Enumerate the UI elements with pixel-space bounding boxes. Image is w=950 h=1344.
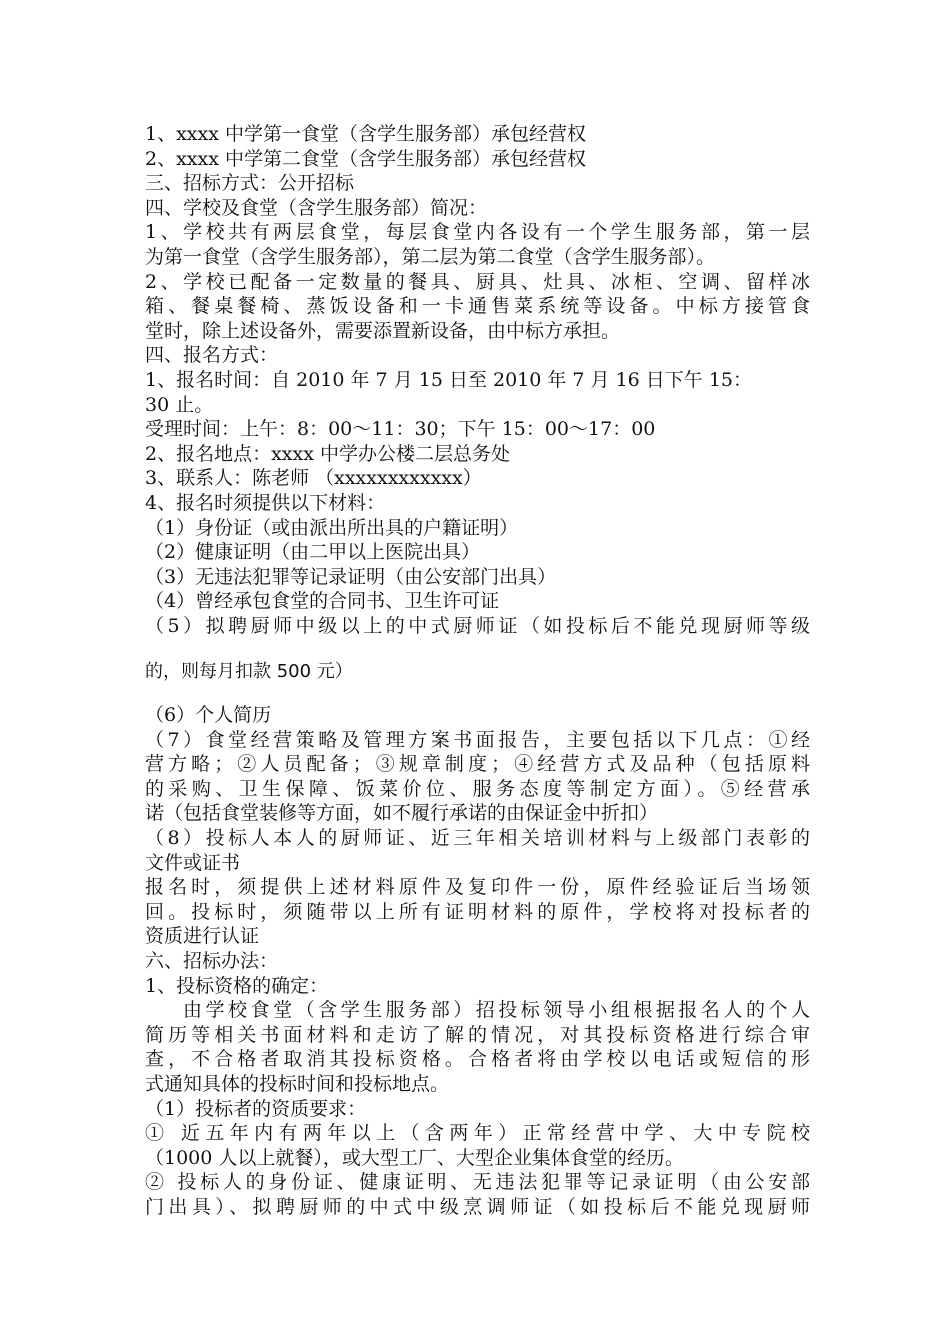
list-item: （6）个人简历 xyxy=(145,704,272,727)
text-line: 1、学校共有两层食堂，每层食堂内各设有一个学生服务部，第一层 xyxy=(145,221,810,244)
document-body xyxy=(145,122,810,1220)
text-line: 2、xxxx 中学第二食堂（含学生服务部）承包经营权 xyxy=(145,147,586,170)
text-line: 的采购、卫生保障、饭菜价位、服务态度等制定方面）。⑤经营承 xyxy=(145,777,810,800)
text-line: 2、学校已配备一定数量的餐具、厨具、灶具、冰柜、空调、留样冰 xyxy=(145,270,810,293)
text-line: 资质进行认证 xyxy=(145,925,260,948)
list-item: （8）投标人本人的厨师证、近三年相关培训材料与上级部门表彰的 xyxy=(145,827,810,850)
text-line: 式通知具体的投标时间和投标地点。 xyxy=(145,1072,450,1095)
text-line: 2、报名地点：xxxx 中学办公楼二层总务处 xyxy=(145,442,510,465)
text-line: 门出具）、拟聘厨师的中式中级烹调师证（如投标后不能兑现厨师 xyxy=(145,1195,810,1218)
text-line: 受理时间：上午：8：00～11：30；下午 15：00～17：00 xyxy=(145,418,656,441)
text-line: 1、投标资格的确定： xyxy=(145,974,329,997)
text-line: 诺（包括食堂装修等方面，如不履行承诺的由保证金中折扣） xyxy=(145,802,659,825)
text-line: 报名时，须提供上述材料原件及复印件一份，原件经验证后当场领 xyxy=(145,876,810,899)
list-item: （1）身份证（或由派出所出具的户籍证明） xyxy=(145,516,519,539)
list-item: （7）食堂经营策略及管理方案书面报告，主要包括以下几点：①经 xyxy=(145,728,810,751)
text-line: 简历等相关书面材料和走访了解的情况，对其投标资格进行综合审 xyxy=(145,1023,810,1046)
list-item: ① 近五年内有两年以上（含两年）正常经营中学、大中专院校 xyxy=(145,1122,810,1145)
list-item: （2）健康证明（由二甲以上医院出具） xyxy=(145,541,481,564)
section-heading: 三、招标方式：公开招标 xyxy=(145,172,355,195)
text-line: 堂时，除上述设备外，需要添置新设备，由中标方承担。 xyxy=(145,319,621,342)
text-line: 3、联系人：陈老师 （xxxxxxxxxxxx） xyxy=(145,467,482,490)
text-line: 4、报名时须提供以下材料： xyxy=(145,491,386,514)
text-line: 1、报名时间：自 2010 年 7 月 15 日至 2010 年 7 月 16 日下午 15： xyxy=(145,368,753,391)
text-line: （1000 人以上就餐），或大型工厂、大型企业集体食堂的经历。 xyxy=(145,1146,684,1169)
text-line: 为第一食堂（含学生服务部），第二层为第二食堂（含学生服务部）。 xyxy=(145,245,716,268)
section-heading: 四、学校及食堂（含学生服务部）简况： xyxy=(145,196,488,219)
section-heading: 六、招标办法： xyxy=(145,950,279,972)
text-line: 回。投标时，须随带以上所有证明材料的原件，学校将对投标者的 xyxy=(145,900,810,923)
text-line: 由学校食堂（含学生服务部）招投标领导小组根据报名人的个人 xyxy=(183,999,810,1022)
text-line: 30 止。 xyxy=(145,393,214,416)
text-line: 1、xxxx 中学第一食堂（含学生服务部）承包经营权 xyxy=(145,123,586,145)
list-item: （1）投标者的资质要求： xyxy=(145,1097,367,1120)
text-line: 的，则每月扣款 500 元） xyxy=(145,661,353,683)
list-item: ② 投标人的身份证、健康证明、无违法犯罪等记录证明（由公安部 xyxy=(145,1171,810,1194)
text-line: 箱、餐桌餐椅、蒸饭设备和一卡通售菜系统等设备。中标方接管食 xyxy=(145,295,810,318)
text-line: 文件或证书 xyxy=(145,851,241,874)
text-line: 营方略；②人员配备；③规章制度；④经营方式及品种（包括原料 xyxy=(145,753,810,776)
list-item: （3）无违法犯罪等记录证明（由公安部门出具） xyxy=(145,565,557,588)
list-item: （4）曾经承包食堂的合同书、卫生许可证 xyxy=(145,590,500,613)
text-line: 查，不合格者取消其投标资格。合格者将由学校以电话或短信的形 xyxy=(145,1048,810,1071)
list-item: （5）拟聘厨师中级以上的中式厨师证（如投标后不能兑现厨师等级 xyxy=(145,614,810,637)
section-heading: 四、报名方式： xyxy=(145,344,279,367)
